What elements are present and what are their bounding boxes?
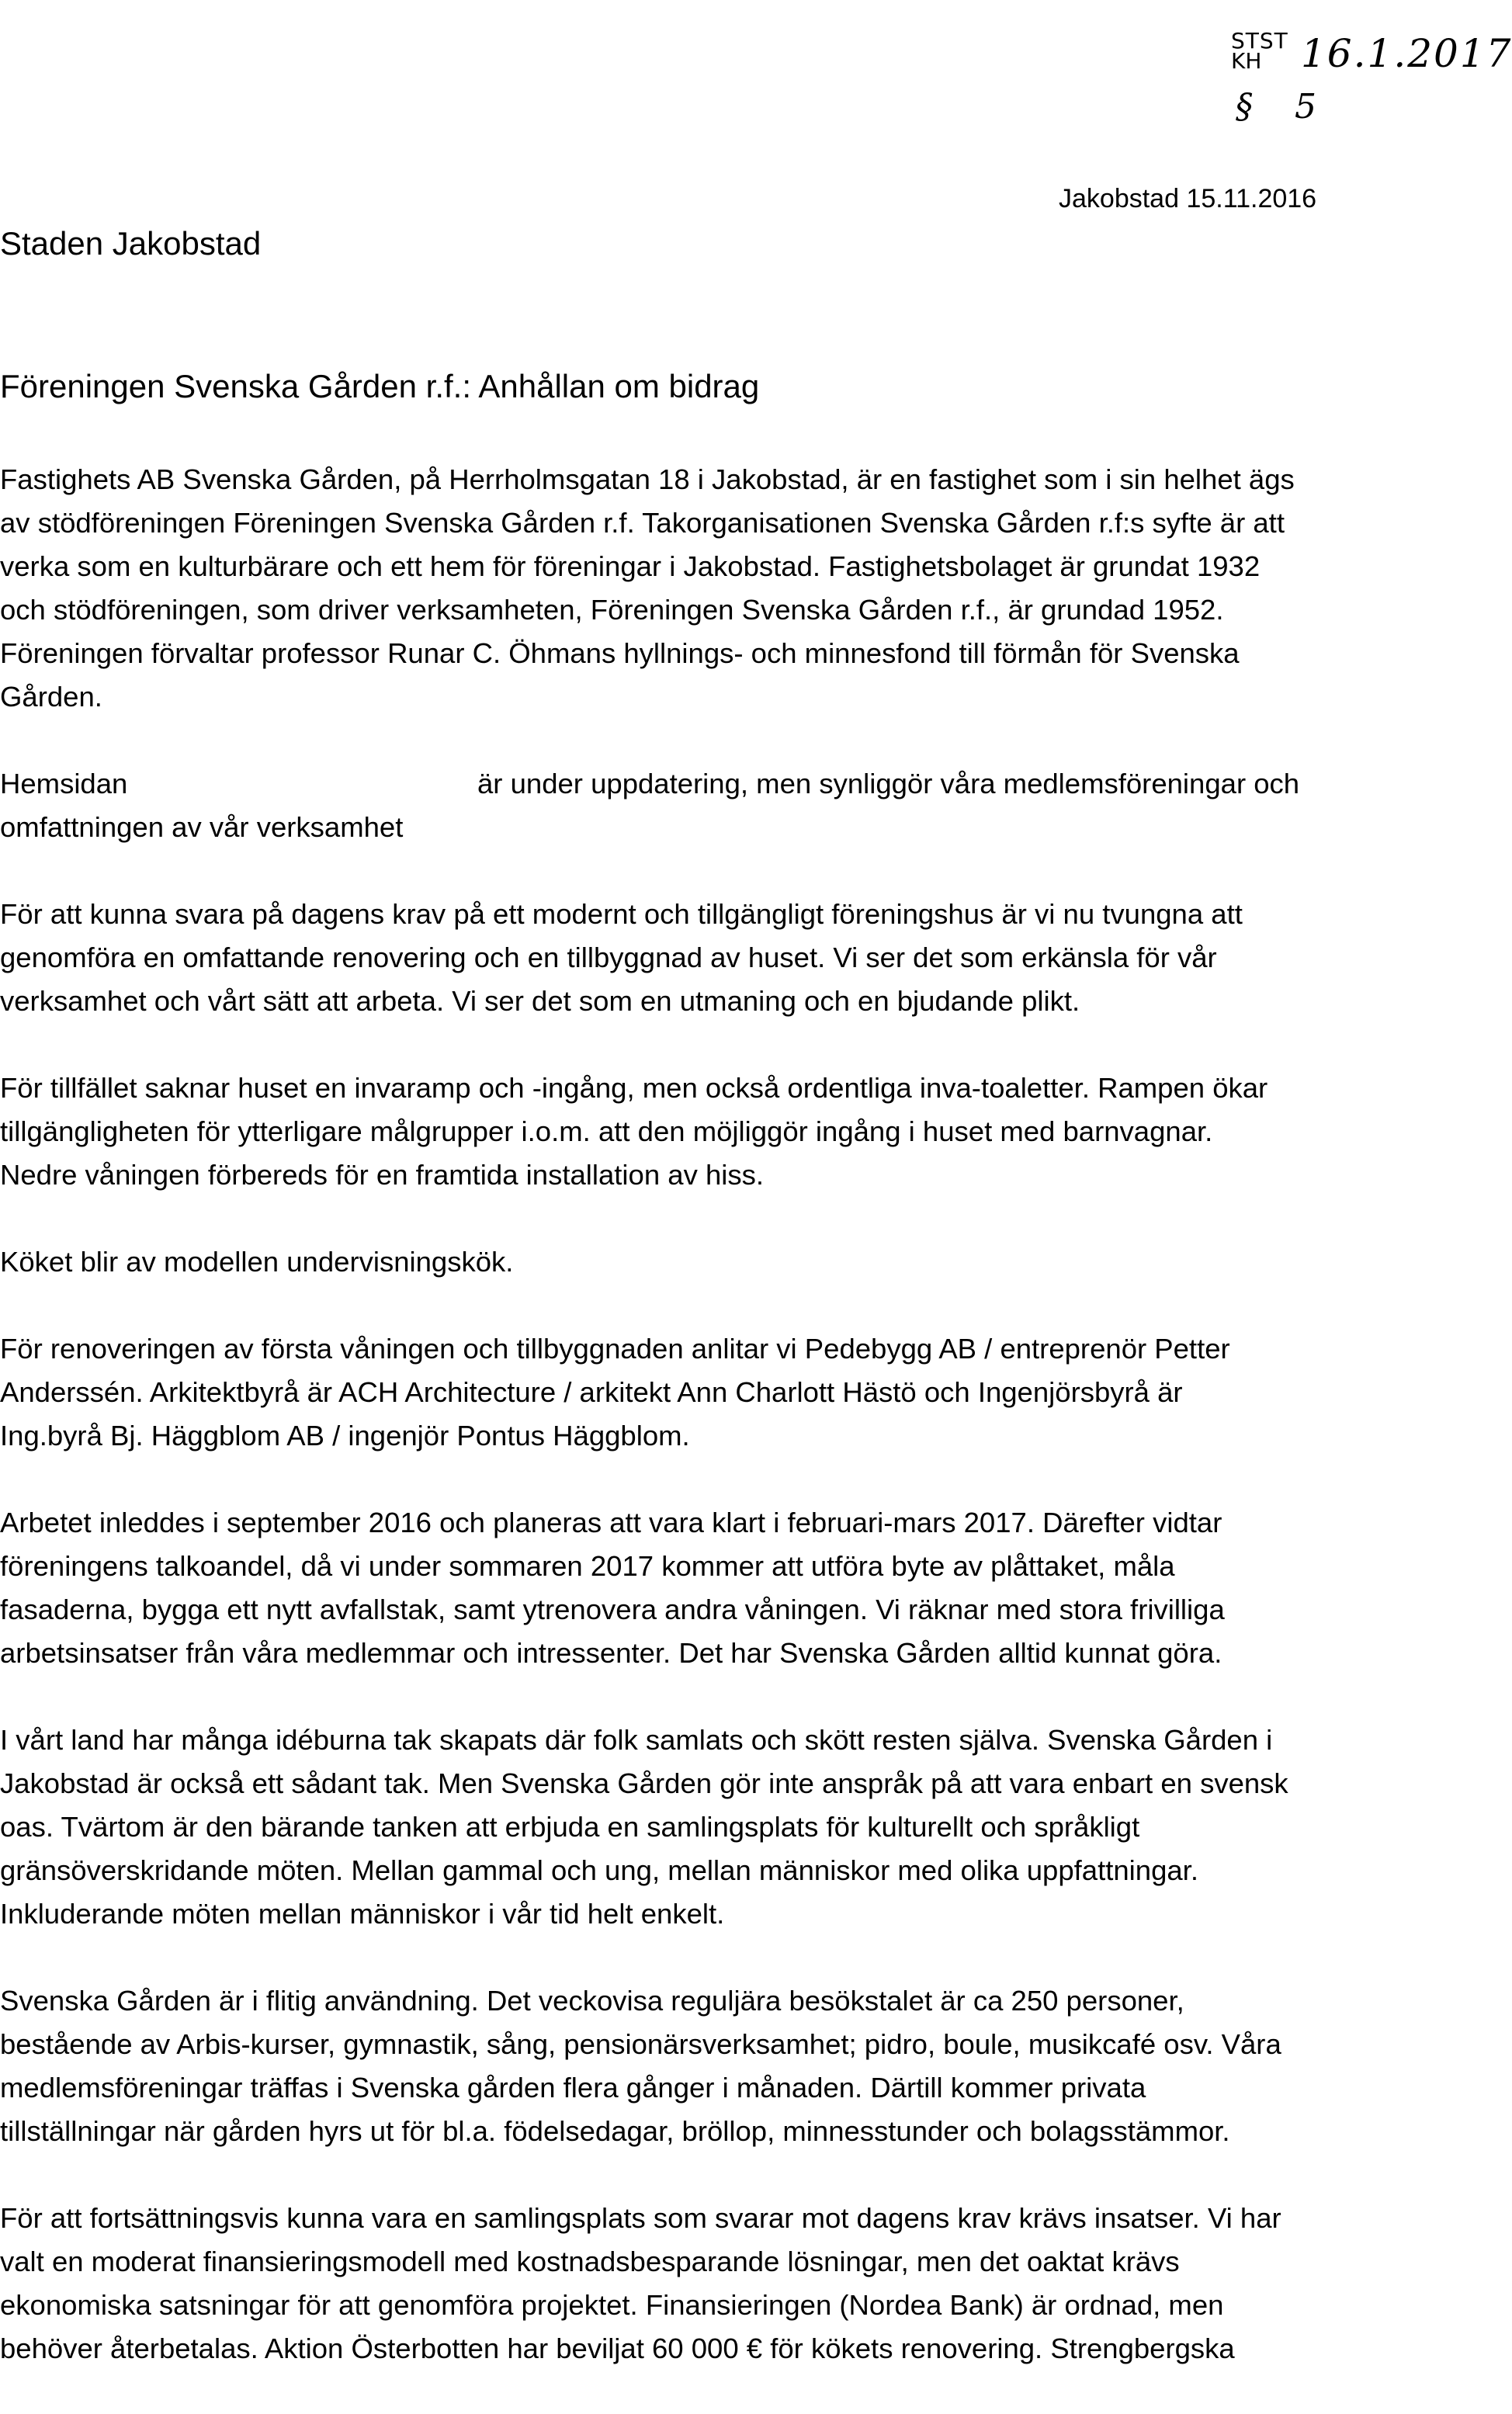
text-line: och stödföreningen, som driver verksamheten, Föreningen Svenska Gården r.f., är grundad 1952. [0, 594, 1224, 626]
text-line: Arbetet inleddes i september 2016 och planeras att vara klart i februari-mars 2017. Därefter vidtar [0, 1507, 1222, 1538]
paragraph-kitchen [0, 1240, 1478, 1284]
paragraph-contractors [0, 1327, 1478, 1458]
registry-stamp [1231, 28, 1512, 127]
website-text-continued: omfattningen av vår verksamhet [0, 811, 404, 843]
paragraph-schedule [0, 1501, 1478, 1675]
text-line: Föreningen förvaltar professor Runar C. Öhmans hyllnings- och minnesfond till förmån för Svenska [0, 637, 1240, 669]
text-line [0, 762, 1478, 806]
text-line: Inkluderande möten mellan människor i vår tid helt enkelt. [0, 1898, 725, 1930]
text-line: genomföra en omfattande renovering och en tillbyggnad av huset. Vi ser det som erkänsla för vår [0, 942, 1217, 973]
text-line [0, 806, 1478, 849]
text-line: av stödföreningen Föreningen Svenska Gården r.f. Takorganisationen Svenska Gården r.f:s syfte är att [0, 507, 1285, 539]
stamp-kh: KH [1231, 48, 1262, 74]
website-text: är under uppdatering, men synliggör våra medlemsföreningar och [477, 768, 1300, 799]
letter-date: Jakobstad 15.11.2016 [1059, 184, 1317, 213]
letter-body [0, 458, 1478, 2414]
text-line: behöver återbetalas. Aktion Österbotten har beviljat 60 000 € för kökets renovering. Strengbergska [0, 2332, 1235, 2364]
text-line: verksamhet och vårt sätt att arbeta. Vi ser det som en utmaning och en bjudande plikt. [0, 985, 1080, 1017]
text-line: oas. Tvärtom är den bärande tanken att erbjuda en samlingsplats för kulturellt och språkligt [0, 1811, 1140, 1843]
text-line: arbetsinsatser från våra medlemmar och intressenter. Det har Svenska Gården alltid kunnat göra. [0, 1637, 1222, 1669]
paragraph-financing [0, 2197, 1478, 2371]
text-line: Jakobstad är också ett sådant tak. Men Svenska Gården gör inte anspråk på att vara enbart en svensk [0, 1767, 1288, 1799]
text-line: För renoveringen av första våningen och tillbyggnaden anlitar vi Pedebygg AB / entreprenör Petter [0, 1333, 1230, 1365]
paragraph-renovation-need [0, 893, 1478, 1023]
text-line: Gården. [0, 681, 102, 713]
text-line: Köket blir av modellen undervisningskök. [0, 1246, 514, 1278]
handwritten-date: 16.1.2017 [1301, 31, 1512, 76]
text-line: gränsöverskridande möten. Mellan gammal och ung, mellan människor med olika uppfattningar. [0, 1854, 1198, 1886]
text-line: verka som en kulturbärare och ett hem för föreningar i Jakobstad. Fastighetsbolaget är grundat 1932 [0, 550, 1261, 582]
paragraph-usage [0, 1979, 1478, 2153]
text-line: fasaderna, bygga ett nytt avfallstak, samt ytrenovera andra våningen. Vi räknar med stora frivilliga [0, 1594, 1225, 1625]
paragraph-website [0, 762, 1478, 849]
text-line: Anderssén. Arkitektbyrå är ACH Architecture / arkitekt Ann Charlott Hästö och Ingenjörsbyrå är [0, 1376, 1183, 1408]
paragraph-accessibility [0, 1067, 1478, 1197]
text-line: valt en moderat finansieringsmodell med kostnadsbesparande lösningar, men det oaktat krävs [0, 2246, 1180, 2277]
text-line: För att kunna svara på dagens krav på ett modernt och tillgängligt föreningshus är vi nu tvungna att [0, 898, 1243, 930]
paragraph-intro [0, 458, 1478, 719]
text-line: Svenska Gården är i flitig användning. Det veckovisa reguljära besökstalet är ca 250 personer, [0, 1985, 1184, 2017]
text-line: För tillfället saknar huset en invaramp och -ingång, men också ordentliga inva-toaletter. Rampen ökar [0, 1072, 1268, 1104]
letter-subject: Föreningen Svenska Gården r.f.: Anhållan om bidrag [0, 368, 760, 404]
recipient: Staden Jakobstad [0, 225, 262, 262]
text-line: ekonomiska satsningar för att genomföra projektet. Finansieringen (Nordea Bank) är ordnad, men [0, 2289, 1224, 2321]
text-line: medlemsföreningar träffas i Svenska gården flera gånger i månaden. Därtill kommer privata [0, 2072, 1146, 2104]
text-line: bestående av Arbis-kurser, gymnastik, sång, pensionärsverksamhet; pidro, boule, musikcafé osv. Våra [0, 2028, 1281, 2060]
stamp-stst: STST [1231, 28, 1288, 54]
text-line: Fastighets AB Svenska Gården, på Herrholmsgatan 18 i Jakobstad, är en fastighet som i sin helhet ägs [0, 463, 1295, 495]
text-line: föreningens talkoandel, då vi under sommaren 2017 kommer att utföra byte av plåttaket, måla [0, 1550, 1175, 1582]
handwritten-paragraph-number: § 5 [1236, 87, 1332, 127]
text-line: Ing.byrå Bj. Häggblom AB / ingenjör Pontus Häggblom. [0, 1420, 690, 1452]
text-line: tillställningar när gården hyrs ut för bl.a. födelsedagar, bröllop, minnesstunder och bolagsstämmor. [0, 2115, 1230, 2147]
text-line: För att fortsättningsvis kunna vara en samlingsplats som svarar mot dagens krav krävs insatser. Vi har [0, 2202, 1281, 2234]
paragraph-mission [0, 1719, 1478, 1936]
text-line: I vårt land har många idéburna tak skapats där folk samlats och skött resten själva. Svenska Gården i [0, 1724, 1273, 1756]
text-line: Nedre våningen förbereds för en framtida installation av hiss. [0, 1159, 765, 1191]
text-line: tillgängligheten för ytterligare målgrupper i.o.m. att den möjliggör ingång i huset med barnvagnar. [0, 1115, 1213, 1147]
website-label: Hemsidan [0, 768, 128, 799]
